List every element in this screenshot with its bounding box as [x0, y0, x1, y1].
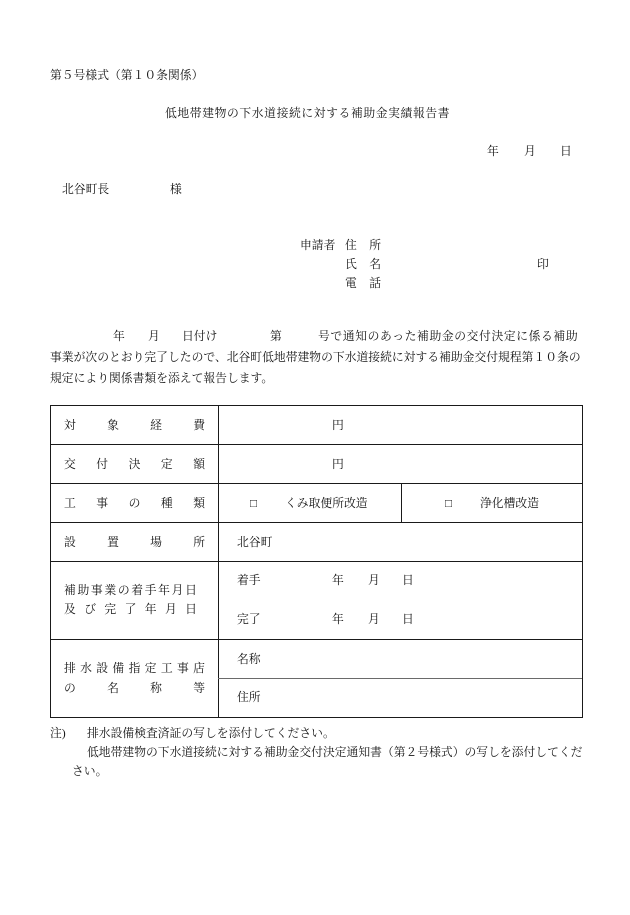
label-char: 助: [77, 583, 90, 597]
contractor-inner-divider: [218, 678, 582, 679]
table-row-divider: [50, 639, 582, 640]
label-char: 手: [144, 583, 157, 597]
label-char: 年: [158, 583, 170, 597]
start-date-label: 着手: [237, 573, 261, 587]
label-char: 月: [171, 583, 184, 597]
form-number: 第５号様式（第１０条関係）: [50, 68, 204, 82]
end-date-day: 日: [402, 612, 414, 626]
label-char: 象: [107, 418, 119, 432]
contractor-label-line1: [64, 660, 205, 676]
label-char: 所: [193, 535, 205, 549]
label-char: 設: [64, 535, 76, 549]
label-char: 称: [150, 681, 162, 695]
document-title: 低地帯建物の下水道接続に対する補助金実績報告書: [165, 106, 451, 120]
applicant-label: 申請者: [300, 238, 336, 252]
table-row-divider: [50, 444, 582, 445]
work-type-label: [64, 495, 205, 511]
label-char: 電: [345, 276, 357, 290]
table-row-divider: [50, 522, 582, 523]
label-char: 着: [131, 583, 144, 597]
label-char: 名: [107, 681, 119, 695]
label-char: 事: [90, 583, 103, 597]
label-char: の: [128, 496, 141, 510]
dates-label-line1: [64, 582, 197, 598]
label-char: 名: [369, 257, 381, 271]
work-type-option-1-label: くみ取便所改造: [285, 496, 368, 510]
label-char: 年: [144, 602, 157, 616]
note-item-2-line1: 低地帯建物の下水道接続に対する補助金交付決定通知書（第２号様式）の写しを添付してくだ: [87, 745, 583, 759]
contractor-address-label: 住所: [237, 690, 261, 704]
label-char: 水: [80, 661, 92, 675]
addressee-honorific: 様: [170, 182, 182, 196]
grant-amount-label: [64, 456, 205, 472]
applicant-address-label: [345, 237, 381, 253]
label-char: 付: [96, 457, 109, 471]
applicant-phone-label: [345, 275, 381, 291]
label-char: 置: [107, 535, 119, 549]
end-date-year: 年: [332, 612, 344, 626]
start-date-year: 年: [332, 573, 344, 587]
label-char: 所: [369, 238, 381, 252]
label-char: 備: [112, 661, 125, 675]
label-char: 住: [345, 238, 357, 252]
label-char: 業: [104, 583, 117, 597]
label-char: 話: [369, 276, 381, 290]
date-year: 年: [487, 144, 499, 158]
label-char: び: [84, 602, 96, 616]
label-char: 月: [164, 602, 177, 616]
target-cost-label: [64, 417, 205, 433]
grant-amount-unit: 円: [332, 457, 344, 471]
label-char: 費: [193, 418, 205, 432]
label-char: 決: [128, 457, 141, 471]
body-month: 月: [148, 329, 160, 343]
start-date-day: 日: [402, 573, 414, 587]
body-number-prefix: 第: [270, 329, 282, 343]
applicant-name-label: [345, 256, 381, 272]
note-item-2-line2: さい。: [72, 764, 108, 778]
label-char: 場: [150, 535, 162, 549]
end-date-month: 月: [368, 612, 380, 626]
label-char: の: [64, 681, 76, 695]
location-label: [64, 534, 205, 550]
label-char: 設: [96, 661, 109, 675]
date-day: 日: [560, 144, 572, 158]
contractor-label-line2: [64, 680, 205, 696]
addressee-name: 北谷町長: [62, 182, 110, 196]
label-char: の: [117, 583, 130, 597]
label-char: 日: [185, 602, 197, 616]
body-line2: 事業が次のとおり完了したので、北谷町低地帯建物の下水道接続に対する補助金交付規程第１０条の: [50, 350, 581, 364]
dates-label-line2: [64, 601, 197, 617]
label-char: 及: [64, 602, 76, 616]
label-char: 対: [64, 418, 76, 432]
label-char: 氏: [345, 257, 357, 271]
label-char: 指: [128, 661, 141, 675]
body-line3: 規定により関係書類を添えて報告します。: [50, 371, 274, 385]
body-year: 年: [113, 329, 125, 343]
label-char: 日: [185, 583, 197, 597]
label-char: 種: [160, 496, 173, 510]
contractor-name-label: 名称: [237, 652, 261, 666]
label-char: 事: [176, 661, 189, 675]
label-char: 工: [160, 661, 173, 675]
label-char: 完: [104, 602, 117, 616]
note-item-1: 排水設備検査済証の写しを添付してください。: [87, 726, 335, 740]
table-row-divider: [50, 561, 582, 562]
table-row-divider: [50, 483, 582, 484]
label-char: 経: [150, 418, 162, 432]
work-type-checkbox-1: □: [250, 496, 258, 510]
body-day-suffix: 日付け: [182, 329, 218, 343]
start-date-month: 月: [368, 573, 380, 587]
end-date-label: 完了: [237, 612, 261, 626]
notes-marker: 注): [50, 726, 66, 740]
applicant-seal: 印: [537, 257, 549, 271]
work-type-divider: [401, 483, 402, 522]
label-char: 補: [64, 583, 76, 597]
target-cost-unit: 円: [332, 418, 344, 432]
label-char: 了: [124, 602, 137, 616]
label-char: 事: [96, 496, 109, 510]
label-char: 店: [193, 661, 205, 675]
label-char: 工: [64, 496, 76, 510]
label-char: 等: [193, 681, 205, 695]
location-value: 北谷町: [237, 535, 273, 549]
work-type-option-2-label: 浄化槽改造: [480, 496, 539, 510]
label-char: 定: [160, 457, 173, 471]
body-line1-rest: 号で通知のあった補助金の交付決定に係る補助: [318, 329, 579, 343]
date-month: 月: [524, 144, 536, 158]
label-char: 排: [64, 661, 76, 675]
label-char: 類: [193, 496, 205, 510]
label-char: 交: [64, 457, 76, 471]
label-char: 定: [144, 661, 157, 675]
label-char: 額: [193, 457, 205, 471]
work-type-checkbox-2: □: [445, 496, 453, 510]
